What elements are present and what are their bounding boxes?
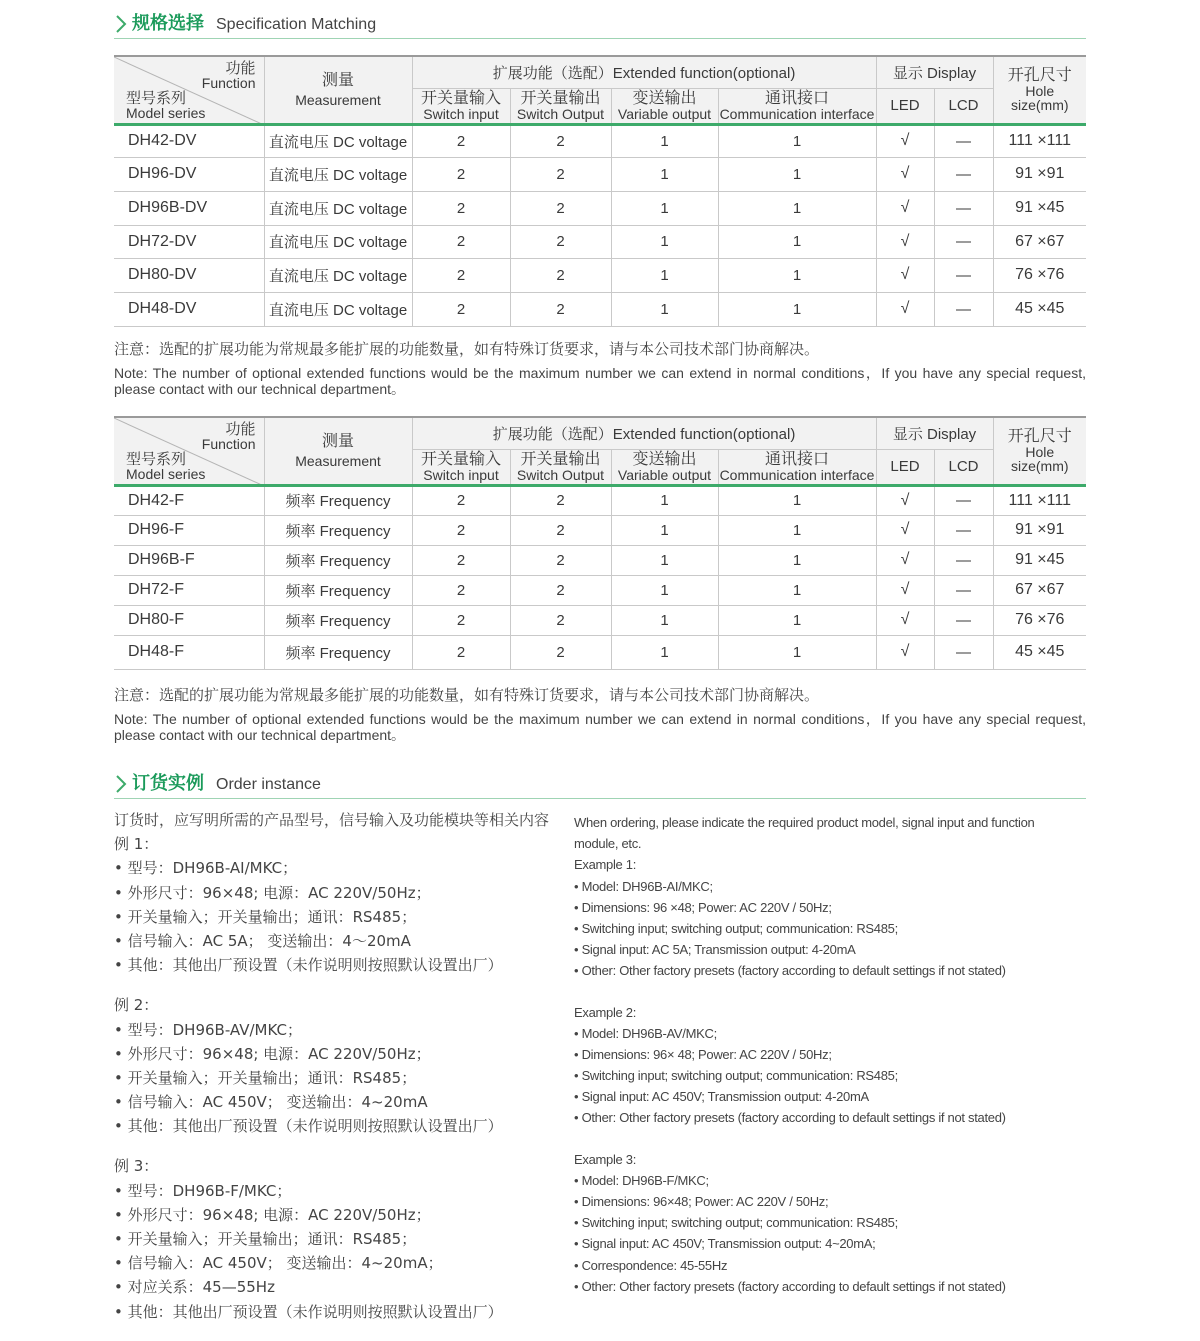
extended-function-header: 扩展功能（选配）Extended function(optional): [412, 56, 876, 88]
switch-input-cell: 2: [412, 575, 510, 605]
lcd-cell: —: [934, 225, 993, 258]
measurement-cn: 测量: [321, 432, 354, 450]
hole-size-cell: 76 ×76: [993, 605, 1086, 635]
switch-output-cell: 2: [510, 635, 611, 669]
order-line: • Switching input; switching output; communication: RS485;: [574, 1068, 898, 1084]
comm-interface-cell: 1: [718, 575, 876, 605]
switch-output-cell: 2: [510, 157, 611, 191]
switch-output-cell: 2: [510, 485, 611, 515]
switch-input-cell: 2: [412, 225, 510, 258]
order-line: • 型号：DH96B-AV/MKC；: [114, 1020, 302, 1039]
model-cell: DH72-DV: [114, 225, 264, 258]
measurement-header: [264, 56, 412, 124]
note-1: [114, 338, 1086, 397]
led-cell: √: [876, 292, 934, 326]
order-line: 例 3：: [114, 1157, 159, 1176]
lcd-cell: —: [934, 485, 993, 515]
variable-output-cell: 1: [611, 124, 718, 157]
measurement-cn: 测量: [321, 71, 354, 89]
variable-output-cell: 1: [611, 191, 718, 225]
switch-input-cell: 2: [412, 191, 510, 225]
measurement-cell: 频率 Frequency: [264, 515, 412, 545]
switch-output-cell: 2: [510, 124, 611, 157]
table-row: [114, 157, 1086, 191]
measurement-cell: 直流电压 DC voltage: [264, 191, 412, 225]
note-en: Note: The number of optional extended functions would be the maximum number we can extend in normal conditions，If you have any special request, please contact with our technical department。: [114, 365, 1086, 397]
lcd-cell: —: [934, 191, 993, 225]
switch-input-cell: 2: [412, 515, 510, 545]
switch-input-cell: 2: [412, 292, 510, 326]
table-row: [114, 635, 1086, 669]
order-line: • Signal input: AC 450V; Transmission output: 4~20mA;: [574, 1236, 876, 1252]
measurement-en: Measurement: [295, 91, 381, 108]
hole-size-cell: 111 ×111: [993, 485, 1086, 515]
switch-output-cell: 2: [510, 545, 611, 575]
comm-interface-cell: 1: [718, 124, 876, 157]
order-line: • 外形尺寸：96×48; 电源：AC 220V/50Hz；: [114, 883, 431, 902]
extended-function-header: 扩展功能（选配）Extended function(optional): [412, 417, 876, 449]
spacer: [574, 982, 1086, 1002]
order-line: • Dimensions: 96 ×48; Power: AC 220V / 50Hz;: [574, 899, 832, 915]
hole-size-cell: 111 ×111: [993, 124, 1086, 157]
order-line: • 开关量输入；开关量输出；通讯：RS485；: [114, 1068, 417, 1087]
switch-input-cell: 2: [412, 605, 510, 635]
hole-en-2: size(mm): [1010, 96, 1069, 113]
order-line: • Signal input: AC 5A; Transmission output: 4-20mA: [574, 942, 856, 958]
hole-size-cell: 91 ×45: [993, 191, 1086, 225]
order-line: When ordering, please indicate the required product model, signal input and function: [574, 815, 1035, 830]
spec-title-en: Specification Matching: [216, 16, 377, 33]
variable-output-cell: 1: [611, 157, 718, 191]
comm-interface-cell: 1: [718, 157, 876, 191]
hole-size-header: [993, 56, 1086, 124]
order-line: • 其他：其他出厂预设置（未作说明则按照默认设置出厂）: [114, 956, 503, 975]
hole-size-cell: 67 ×67: [993, 575, 1086, 605]
variable-output-cell: 1: [611, 515, 718, 545]
led-cell: √: [876, 157, 934, 191]
spec-title-cn: 规格选择: [132, 13, 204, 34]
switch-output-cell: 2: [510, 515, 611, 545]
model-series-cn: 型号系列: [126, 450, 187, 468]
lcd-cell: —: [934, 258, 993, 292]
led-cell: √: [876, 258, 934, 292]
lcd-cell: —: [934, 124, 993, 157]
model-cell: DH48-F: [114, 635, 264, 669]
function-en: Function: [201, 75, 256, 91]
order-line: • 信号输入：AC 450V； 变送输出：4~20mA；: [114, 1254, 443, 1273]
hole-size-cell: 45 ×45: [993, 635, 1086, 669]
table-row: [114, 575, 1086, 605]
led-cell: √: [876, 485, 934, 515]
function-en: Function: [201, 436, 256, 452]
order-line: • 开关量输入；开关量输出；通讯：RS485；: [114, 1230, 417, 1248]
spacer: [574, 1129, 1086, 1149]
order-line: • 其他：其他出厂预设置（未作说明则按照默认设置出厂）: [114, 1302, 503, 1321]
table-row: [114, 485, 1086, 515]
model-cell: DH42-DV: [114, 124, 264, 157]
switch-input-cell: 2: [412, 258, 510, 292]
hole-size-header: [993, 417, 1086, 485]
measurement-cell: 直流电压 DC voltage: [264, 124, 412, 157]
measurement-cell: 频率 Frequency: [264, 545, 412, 575]
switch-input-cell: 2: [412, 157, 510, 191]
variable-output-cell: 1: [611, 545, 718, 575]
switch-output-header: 开关量输出 Switch Output: [510, 449, 611, 485]
switch-output-cell: 2: [510, 258, 611, 292]
order-line: • Dimensions: 96× 48; Power: AC 220V / 50Hz;: [574, 1046, 832, 1062]
chevron-right-icon: [114, 14, 128, 34]
variable-output-cell: 1: [611, 225, 718, 258]
table2-body: [114, 485, 1086, 669]
order-line: • Model: DH96B-F/MKC;: [574, 1172, 709, 1188]
switch-input-cell: 2: [412, 485, 510, 515]
table-row: [114, 545, 1086, 575]
measurement-cell: 频率 Frequency: [264, 575, 412, 605]
measurement-cell: 直流电压 DC voltage: [264, 258, 412, 292]
table-row: [114, 605, 1086, 635]
variable-output-cell: 1: [611, 635, 718, 669]
hole-en-2: size(mm): [1010, 457, 1069, 474]
switch-output-cell: 2: [510, 191, 611, 225]
switch-output-cell: 2: [510, 575, 611, 605]
measurement-cell: 直流电压 DC voltage: [264, 292, 412, 326]
order-line: • Other: Other factory presets (factory according to default settings if not stated): [574, 1110, 1006, 1126]
led-cell: √: [876, 605, 934, 635]
lcd-cell: —: [934, 545, 993, 575]
measurement-cell: 频率 Frequency: [264, 485, 412, 515]
model-cell: DH48-DV: [114, 292, 264, 326]
variable-output-cell: 1: [611, 575, 718, 605]
comm-interface-cell: 1: [718, 485, 876, 515]
model-cell: DH42-F: [114, 485, 264, 515]
order-line: • 型号：DH96B-AI/MKC；: [114, 859, 298, 878]
led-cell: √: [876, 515, 934, 545]
spacer: [114, 1138, 564, 1154]
led-header: LED: [876, 449, 934, 485]
spec-table-dc-voltage: [114, 55, 1086, 327]
display-header: 显示 Display: [876, 56, 993, 88]
variable-output-header: 变送输出 Variable output: [611, 88, 718, 124]
hole-en-1: Hole: [1025, 443, 1055, 460]
header-diagonal-cell: [114, 417, 264, 485]
measurement-cell: 频率 Frequency: [264, 605, 412, 635]
comm-interface-cell: 1: [718, 635, 876, 669]
note-cn: 注意：选配的扩展功能为常规最多能扩展的功能数量，如有特殊订货要求，请与本公司技术部门协商解决。: [114, 341, 820, 358]
switch-input-cell: 2: [412, 635, 510, 669]
switch-output-header: 开关量输出 Switch Output: [510, 88, 611, 124]
table-row: [114, 515, 1086, 545]
model-cell: DH80-DV: [114, 258, 264, 292]
measurement-en: Measurement: [295, 452, 381, 469]
led-cell: √: [876, 575, 934, 605]
comm-interface-cell: 1: [718, 605, 876, 635]
switch-input-cell: 2: [412, 124, 510, 157]
order-line: • Dimensions: 96×48; Power: AC 220V / 50Hz;: [574, 1194, 829, 1209]
order-line: • Other: Other factory presets (factory according to default settings if not stated): [574, 1278, 1006, 1294]
order-line: • 信号输入：AC 5A； 变送输出：4～20mA: [114, 931, 411, 950]
model-cell: DH96B-F: [114, 545, 264, 575]
model-cell: DH96-DV: [114, 157, 264, 191]
lcd-cell: —: [934, 635, 993, 669]
model-series-en: Model series: [126, 465, 206, 482]
switch-input-cell: 2: [412, 545, 510, 575]
order-line: • 外形尺寸：96×48; 电源：AC 220V/50Hz；: [114, 1205, 431, 1224]
hole-cn: 开孔尺寸: [1007, 427, 1072, 445]
switch-input-header: 开关量输入 Switch input: [412, 449, 510, 485]
hole-size-cell: 45 ×45: [993, 292, 1086, 326]
spec-table-frequency: [114, 416, 1086, 670]
order-line: • Signal input: AC 450V; Transmission output: 4-20mA: [574, 1089, 869, 1105]
spec-section-header: [114, 12, 1086, 39]
order-line: • Other: Other factory presets (factory according to default settings if not stated): [574, 963, 1006, 979]
lcd-cell: —: [934, 515, 993, 545]
hole-size-cell: 91 ×91: [993, 157, 1086, 191]
hole-size-cell: 67 ×67: [993, 225, 1086, 258]
switch-output-cell: 2: [510, 292, 611, 326]
led-header: LED: [876, 88, 934, 124]
comm-interface-cell: 1: [718, 292, 876, 326]
order-line: • Model: DH96B-AI/MKC;: [574, 878, 713, 894]
order-line: Example 1:: [574, 857, 637, 873]
function-cn: 功能: [225, 421, 256, 438]
order-line: • 其他：其他出厂预设置（未作说明则按照默认设置出厂）: [114, 1117, 503, 1136]
order-line: • 对应关系：45—55Hz: [114, 1278, 275, 1297]
chevron-right-icon: [114, 774, 128, 794]
order-section-header: [114, 772, 1086, 799]
table-row: [114, 124, 1086, 157]
note-cn: 注意：选配的扩展功能为常规最多能扩展的功能数量，如有特殊订货要求，请与本公司技术部门协商解决。: [114, 687, 820, 704]
hole-size-cell: 76 ×76: [993, 258, 1086, 292]
hole-size-cell: 91 ×45: [993, 545, 1086, 575]
note-en: Note: The number of optional extended functions would be the maximum number we can extend in normal conditions，If you have any special request, please contact with our technical department。: [114, 711, 1086, 743]
hole-en-1: Hole: [1025, 82, 1055, 99]
hole-cn: 开孔尺寸: [1007, 66, 1072, 84]
table1-body: [114, 124, 1086, 326]
led-cell: √: [876, 191, 934, 225]
lcd-header: LCD: [934, 88, 993, 124]
table-row: [114, 292, 1086, 326]
order-line: • Model: DH96B-AV/MKC;: [574, 1025, 717, 1041]
comm-interface-cell: 1: [718, 258, 876, 292]
hole-size-cell: 91 ×91: [993, 515, 1086, 545]
model-cell: DH80-F: [114, 605, 264, 635]
measurement-header: [264, 417, 412, 485]
order-line: • 外形尺寸：96×48; 电源：AC 220V/50Hz；: [114, 1044, 431, 1063]
lcd-cell: —: [934, 605, 993, 635]
order-line: Example 2:: [574, 1004, 637, 1020]
order-line: 例 2：: [114, 996, 159, 1015]
measurement-cell: 频率 Frequency: [264, 635, 412, 669]
comm-interface-cell: 1: [718, 191, 876, 225]
order-instance-cn: [114, 808, 564, 1324]
order-title-en: Order instance: [216, 776, 321, 793]
order-line: 例 1：: [114, 835, 159, 854]
order-line: module, etc.: [574, 836, 642, 852]
model-cell: DH96B-DV: [114, 191, 264, 225]
variable-output-cell: 1: [611, 605, 718, 635]
order-line: • Correspondence: 45-55Hz: [574, 1257, 728, 1273]
model-series-en: Model series: [126, 104, 206, 121]
lcd-cell: —: [934, 292, 993, 326]
order-line: Example 3:: [574, 1151, 637, 1167]
measurement-cell: 直流电压 DC voltage: [264, 157, 412, 191]
comm-interface-cell: 1: [718, 225, 876, 258]
variable-output-cell: 1: [611, 292, 718, 326]
led-cell: √: [876, 225, 934, 258]
comm-interface-cell: 1: [718, 515, 876, 545]
note-2: [114, 684, 1086, 743]
led-cell: √: [876, 635, 934, 669]
table-row: [114, 225, 1086, 258]
lcd-cell: —: [934, 575, 993, 605]
measurement-cell: 直流电压 DC voltage: [264, 225, 412, 258]
order-line: 订货时，应写明所需的产品型号，信号输入及功能模块等相关内容: [114, 811, 550, 829]
switch-output-cell: 2: [510, 225, 611, 258]
table-row: [114, 191, 1086, 225]
variable-output-cell: 1: [611, 258, 718, 292]
switch-output-cell: 2: [510, 605, 611, 635]
comm-interface-cell: 1: [718, 545, 876, 575]
model-cell: DH72-F: [114, 575, 264, 605]
model-series-cn: 型号系列: [126, 89, 187, 107]
order-line: • Switching input; switching output; communication: RS485;: [574, 920, 898, 936]
order-line: • 信号输入：AC 450V； 变送输出：4~20mA: [114, 1093, 428, 1112]
variable-output-cell: 1: [611, 485, 718, 515]
order-line: • Switching input; switching output; communication: RS485;: [574, 1215, 898, 1231]
lcd-header: LCD: [934, 449, 993, 485]
lcd-cell: —: [934, 157, 993, 191]
order-line: • 型号：DH96B-F/MKC；: [114, 1181, 292, 1200]
comm-interface-header: 通讯接口 Communication interface: [718, 88, 876, 124]
model-cell: DH96-F: [114, 515, 264, 545]
table-row: [114, 258, 1086, 292]
order-title-cn: 订货实例: [132, 773, 204, 794]
spacer: [114, 977, 564, 993]
function-cn: 功能: [225, 60, 256, 77]
led-cell: √: [876, 124, 934, 157]
order-line: • 开关量输入；开关量输出；通讯：RS485；: [114, 907, 417, 926]
order-instance-en: [574, 812, 1086, 1297]
comm-interface-header: 通讯接口 Communication interface: [718, 449, 876, 485]
display-header: 显示 Display: [876, 417, 993, 449]
variable-output-header: 变送输出 Variable output: [611, 449, 718, 485]
led-cell: √: [876, 545, 934, 575]
switch-input-header: 开关量输入 Switch input: [412, 88, 510, 124]
header-diagonal-cell: [114, 56, 264, 124]
